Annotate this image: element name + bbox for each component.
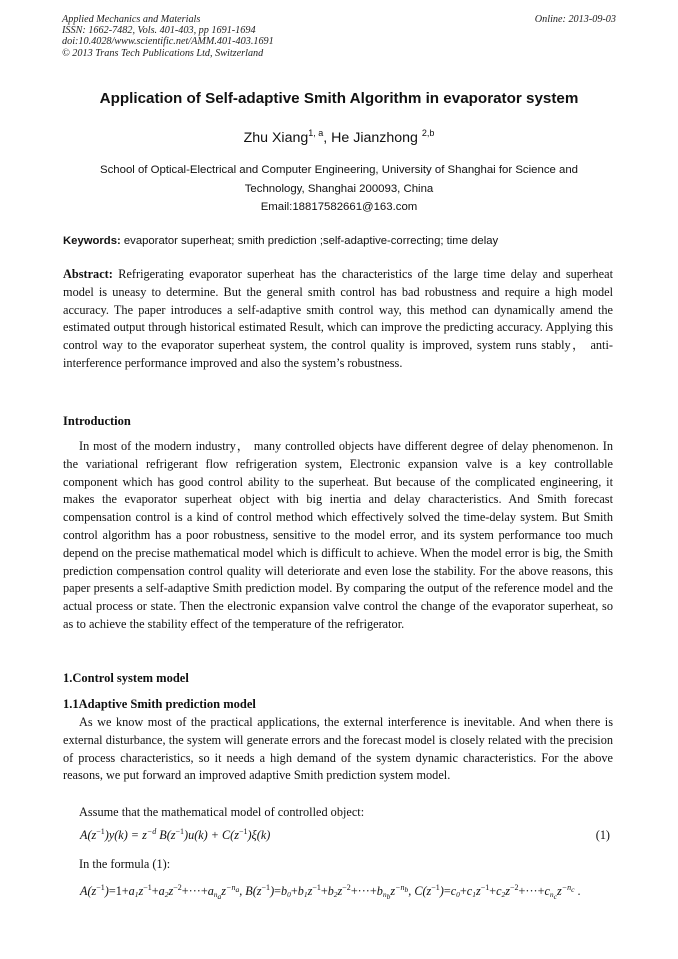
author-affiliation-mark: 1, a [308,128,324,138]
assume-text: Assume that the mathematical model of controlled object: [79,805,365,819]
in-formula-text: In the formula (1): [79,857,171,871]
keywords-text: evaporator superheat; smith prediction ;self-adaptive-correcting; time delay [120,235,499,247]
section-heading-introduction: Introduction [63,414,131,428]
keywords [63,235,623,247]
journal-header [62,14,274,59]
journal-name: Applied Mechanics and Materials [62,14,201,25]
subsection-heading-adaptive-smith: 1.1Adaptive Smith prediction model [63,697,256,711]
copyright-line: © 2013 Trans Tech Publications Ltd, Switzerland [62,47,264,59]
author-name: He Jianzhong [331,130,418,146]
abstract-text: Refrigerating evaporator superheat has the characteristics of the large time delay and superheat model is uneasy to determine. But the general smith control has bad robustness and require a high model accuracy. The paper introduces a self-adaptive smith control way, this method can dynamically amend the estimated output through historical estimated Result, which can improve the predicting accuracy. Applying this control way to the evaporator superheat system, the control quality is improved, system runs stably， anti-interference performance improved and also the system’s robustness. [63,267,613,370]
introduction-paragraph: In most of the modern industry， many controlled objects have different degree of delay phenomenon. In the variational refrigerant flow refrigeration system, Electronic expansion valve is a key controllable component which has good control ability to the superheat. But because of the complicated engineering, it makes the evaporator superheat object with big inertia and delay characteristics. And Smith forecast compensation control is a kind of control method which effectively solved the time-delay system. But Smith control algorithm has a poor robustness, sensitive to the model error, and its system performance too much depend on the precise mathematical model which is difficult to achieve. When the model error is big, the Smith prediction compensation control quality will deteriorate and even lose the stability. For the above reasons, this paper presents a self-adaptive Smith prediction model. By comparing the output of the reference model and the actual process or state. Then the electronic expansion valve control the change of the evaporator superheat, so as to achieve the stability effect of the temperature of the refrigerator. [63,439,613,631]
author-email: Email:18817582661@163.com [260,201,418,214]
author-name: Zhu Xiang [243,130,309,146]
equation-1: $A(z^{-1})y(k) = z^{-d}$ $B(z^{-1})u(k) + C(z^{-1})\xi(k)$ [80,827,271,842]
author-affiliation-mark: 2,b [421,128,435,138]
polynomial-definitions: $A(z^{-1})=1+a_1z^{-1}+a_2z^{-2}+\cdot\cdot\cdot+a_{n_a}z^{-n_a}$, $B(z^{-1})=b_0+b_1z^{-1}+b_2z^{-2}+\cdot\cdot\cdot+b_{n_b}z^{-n_b}$, $C(z^{-1})=c_0+c_1z^{-1}+c_2z^{-2}+\cdot\cdot\cdot+c_{n_c}z^{-n_c}$ . [80,883,581,901]
abstract-label: Abstract: [63,267,113,281]
section-heading-control-system-model: 1.Control system model [63,671,189,685]
section1-paragraph: As we know most of the practical applications, the external interference is inevitable. And when there is external disturbance, the system will generate errors and the forecast model is closely related with the precision of process characteristics, so it needs a high demand of the system dynamic characteristics. For the above reasons, we put forward an improved adaptive Smith prediction system model. [63,715,613,783]
equation-number: (1) [595,828,610,842]
doi-line: doi:10.4028/www.scientific.net/AMM.401-403.1691 [62,36,274,48]
issn-line: ISSN: 1662-7482, Vols. 401-403, pp 1691-1694 [62,25,256,37]
abstract [63,266,613,373]
keywords-label: Keywords: [63,235,121,247]
author-list [0,130,678,146]
paper-title: Application of Self-adaptive Smith Algorithm in evaporator system [99,90,579,107]
affiliation [64,161,614,217]
author-separator: , [323,130,332,146]
online-date: Online: 2013-09-03 [534,14,616,25]
affiliation-line: Technology, Shanghai 200093, China [244,182,434,195]
affiliation-line: School of Optical-Electrical and Computer Engineering, University of Shanghai for Science and [99,164,579,176]
